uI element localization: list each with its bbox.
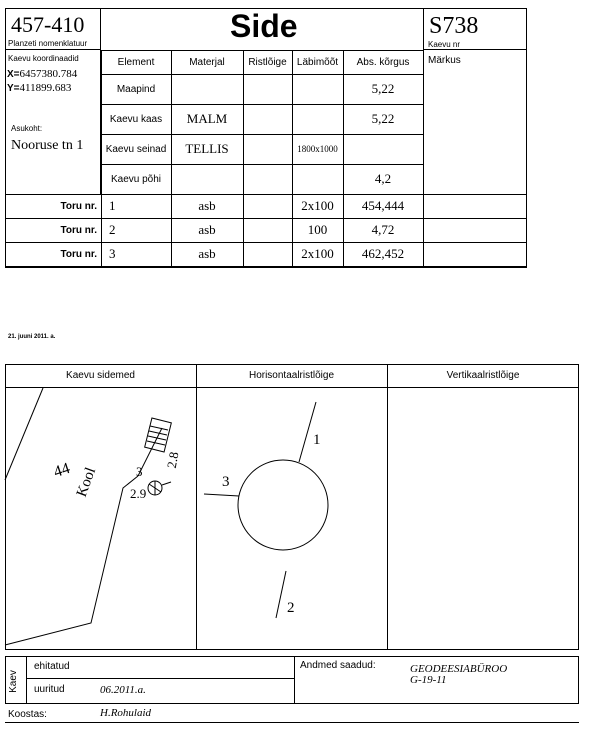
author-value: H.Rohulaid: [100, 707, 152, 719]
sketch-divider-2: [387, 364, 388, 650]
remarks-label: Märkus: [428, 55, 461, 66]
row-0-cross: [243, 74, 292, 104]
pipe-1-num: 2: [109, 222, 116, 237]
coord-y-label: Y=: [7, 83, 20, 94]
coord-x-label: X=: [7, 69, 20, 80]
footer-col-divider: [294, 656, 295, 704]
pipe-1-material: asb: [198, 222, 216, 237]
pipe-label: Toru nr.: [60, 224, 97, 236]
well-circle: [238, 460, 328, 550]
pipe-1-cross: [243, 218, 292, 242]
pipe-2-material: asb: [198, 246, 216, 261]
row-3-element: Kaevu põhi: [110, 173, 162, 185]
row-1-material: MALM: [186, 111, 228, 126]
pipe-1-diameter: 100: [307, 222, 328, 237]
table-col-line: [423, 194, 424, 266]
row-1-diameter: [292, 104, 343, 134]
row-2-diameter: 1800x1000: [297, 144, 338, 154]
pipe-number-1: 1: [313, 432, 321, 448]
pipe-1-height: 4,72: [371, 222, 395, 237]
row-0-diameter: [292, 74, 343, 104]
row-3-height: 4,2: [374, 171, 392, 186]
date-label: 21. juuni 2011. a.: [8, 334, 56, 340]
row-0-height: 5,22: [371, 81, 395, 96]
coords-label: Kaevu koordinaadid: [8, 54, 79, 63]
row-1-element: Kaevu kaas: [109, 113, 163, 125]
row-3-material: [171, 164, 243, 194]
row-3-cross: [243, 164, 292, 194]
row-1-cross: [243, 104, 292, 134]
pipe-line-3: [204, 494, 239, 496]
pipe-number-3: 3: [222, 474, 230, 490]
pipe-2-cross: [243, 242, 292, 266]
well-id-box: [423, 8, 527, 50]
row-2-material: TELLIS: [185, 141, 229, 156]
footer-side-label: Kaev: [7, 670, 19, 693]
data-source-label: Andmed saadud:: [300, 660, 376, 671]
page-title: Side: [230, 8, 298, 44]
footer-side-divider: [26, 656, 27, 704]
section-connections: Kaevu sidemed: [66, 370, 135, 381]
pipe-2-diameter: 2x100: [301, 246, 334, 261]
sketch-label-b: 2.9: [130, 486, 147, 501]
house-note: Kool: [73, 465, 100, 500]
info-column: [5, 50, 101, 194]
column-header-cross: Ristlõige: [248, 56, 287, 68]
well-id-label: Kaevu nr: [428, 40, 461, 49]
surveyed-value: 06.2011.a.: [100, 684, 146, 696]
coord-y: [7, 82, 71, 94]
remarks-column: [423, 50, 527, 194]
address-label: Asukoht:: [11, 124, 43, 133]
footer-mid-line: [26, 678, 294, 679]
plan-number: 457-410: [11, 12, 85, 37]
pipe-0-diameter: 2x100: [301, 198, 334, 213]
pipe-0-cross: [243, 194, 292, 218]
pipe-0-material: asb: [198, 198, 216, 213]
sketch-label-c: 3: [136, 464, 143, 479]
well-id: S738: [429, 13, 479, 39]
building-edge: [5, 476, 138, 645]
row-1-height: 5,22: [371, 111, 395, 126]
house-number: 44: [51, 459, 73, 482]
address: Nooruse tn 1: [11, 138, 84, 153]
pipe-0-num: 1: [109, 198, 116, 213]
column-header-element: Element: [117, 56, 155, 68]
pipe-number-2: 2: [287, 600, 295, 616]
built-label: ehitatud: [34, 661, 70, 672]
column-header-diameter: Läbimõõt: [296, 56, 339, 68]
pipe-2-num: 3: [109, 246, 116, 261]
pipe-2-height: 462,452: [361, 246, 405, 261]
coord-y-value: 411899.683: [19, 82, 72, 94]
section-horizontal: Horisontaalristlõige: [248, 370, 335, 381]
row-0-element: Maapind: [116, 83, 156, 95]
pipe-line-2: [276, 571, 286, 618]
surveyed-label: uuritud: [34, 684, 65, 695]
pipe-0-height: 454,444: [361, 198, 405, 213]
coord-x-value: 6457380.784: [19, 68, 78, 80]
author-label: Koostas:: [8, 709, 47, 720]
building-outline: [5, 388, 43, 480]
plan-number-box: [5, 8, 101, 50]
plan-number-label: Planzeti nomenklatuur: [8, 39, 88, 48]
connections-sketch: [5, 388, 196, 650]
row-2-element: Kaevu seinad: [105, 143, 167, 155]
row-0-material: [171, 74, 243, 104]
section-vertical: Vertikaalristlõige: [446, 370, 520, 381]
data-source-value-2: G-19-11: [410, 674, 447, 686]
row-3-diameter: [292, 164, 343, 194]
sketch-label-a: 2.8: [163, 450, 182, 470]
pipe-label: Toru nr.: [60, 248, 97, 260]
row-2-height: [343, 134, 423, 164]
data-source-value-1: GEODEESIABÜROO: [410, 663, 508, 675]
column-header-height: Abs. kõrgus: [356, 56, 410, 68]
footer-bottom-line: [5, 722, 579, 723]
pipe-label: Toru nr.: [60, 200, 97, 212]
column-header-material: Materjal: [189, 56, 225, 68]
pipe-row-line: [5, 266, 527, 267]
row-2-cross: [243, 134, 292, 164]
coord-x: [7, 68, 77, 80]
